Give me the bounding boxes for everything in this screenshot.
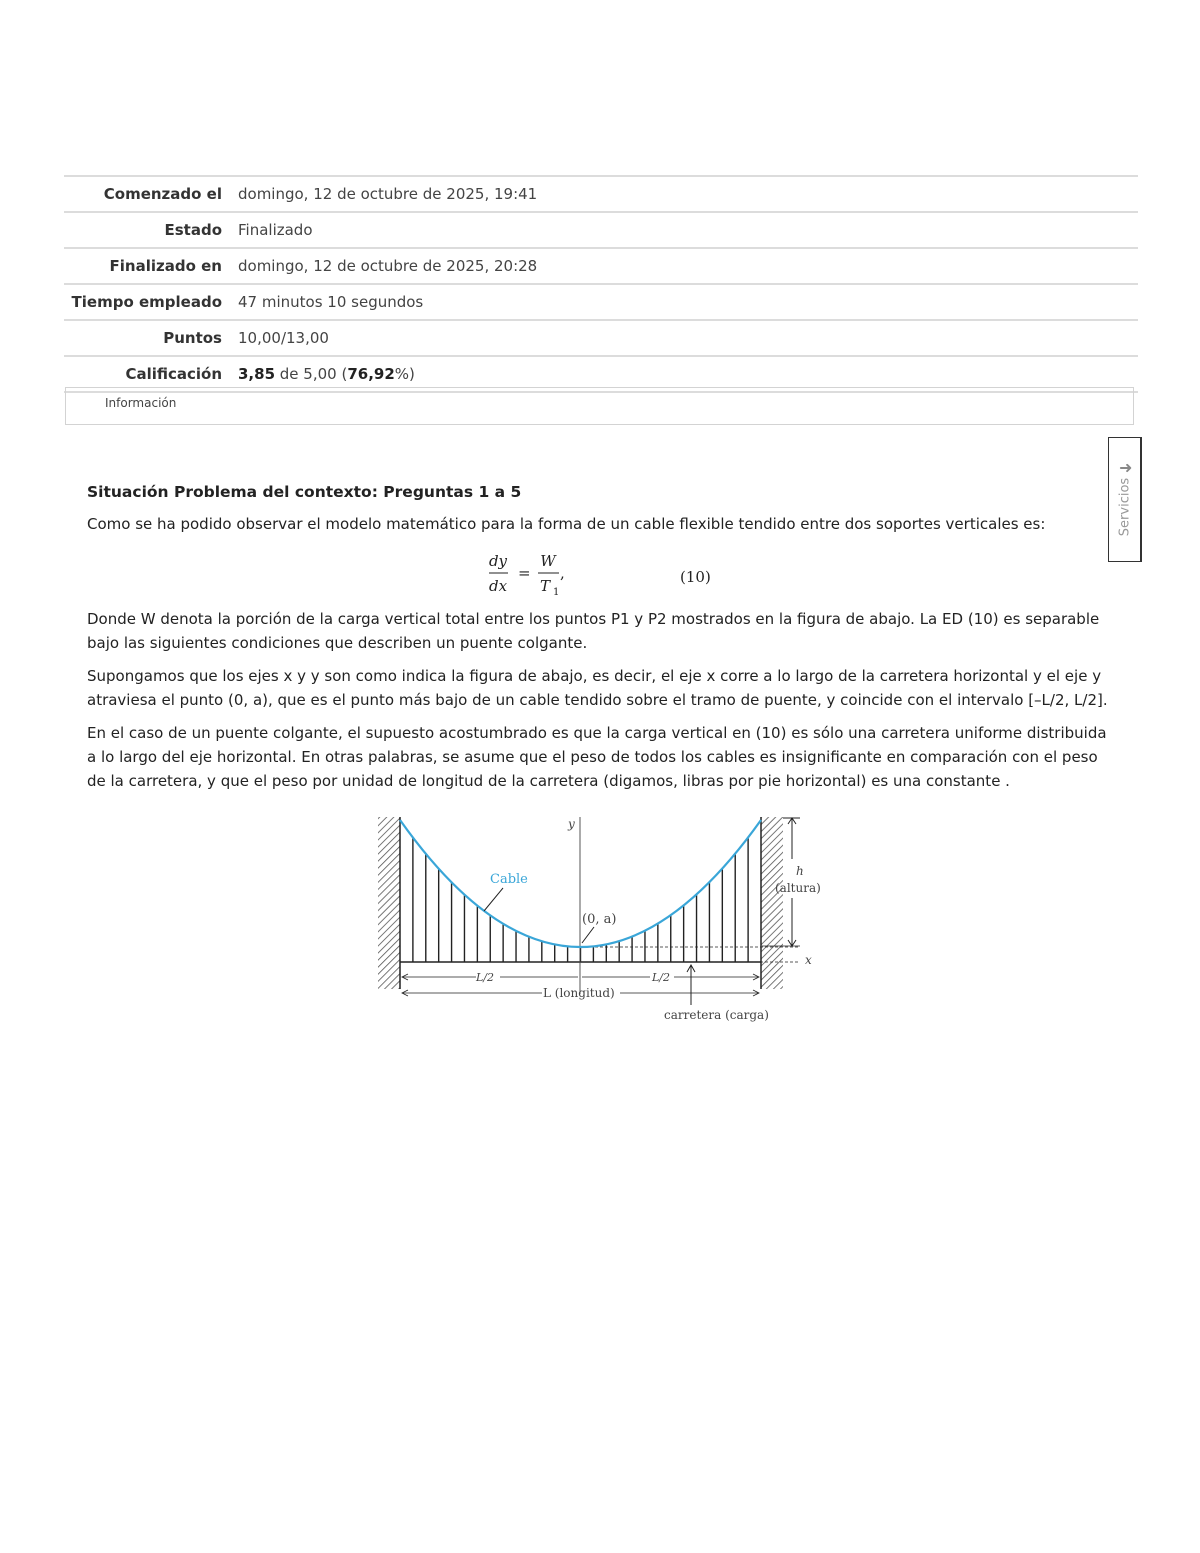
half-left-label: L/2 bbox=[476, 971, 495, 984]
height-h-label: h bbox=[796, 864, 804, 878]
eq-t: T bbox=[539, 577, 551, 595]
x-axis-label: x bbox=[805, 953, 812, 967]
equation-10 bbox=[87, 545, 1112, 601]
summary-label: Finalizado en bbox=[109, 257, 222, 275]
information-label: Información bbox=[105, 396, 177, 410]
paragraph-axes: Supongamos que los ejes x y y son como indica la figura de abajo, es decir, el eje x corre a lo largo de la carretera horizontal y el eje y atraviesa el punto (0, a), que es el punto más bajo de un cable tendido sobre el tramo de puente, y coincide con el intervalo [–L/2, L/2]. bbox=[87, 667, 1108, 709]
paragraph-definition: Donde W denota la porción de la carga vertical total entre los puntos P1 y P2 mostrados en la figura de abajo. La ED (10) es separable bajo las siguientes condiciones que describen un puente colgante. bbox=[87, 610, 1100, 652]
grade-score: 3,85 bbox=[238, 365, 276, 383]
y-axis-label: y bbox=[568, 817, 575, 831]
arrow-right-icon: ➜ bbox=[1119, 458, 1133, 477]
attempt-summary-table bbox=[64, 175, 1138, 393]
summary-value: domingo, 12 de octubre de 2025, 19:41 bbox=[238, 185, 538, 203]
summary-value: 47 minutos 10 segundos bbox=[238, 293, 424, 311]
left-support bbox=[378, 817, 400, 989]
summary-row-points bbox=[64, 320, 1138, 356]
eq-comma: , bbox=[560, 564, 565, 582]
paragraph-intro: Como se ha podido observar el modelo matemático para la forma de un cable flexible tendido entre dos soportes verticales es: bbox=[87, 515, 1046, 533]
summary-label: Tiempo empleado bbox=[71, 293, 222, 311]
cable-label: Cable bbox=[490, 872, 528, 887]
grade-end: %) bbox=[394, 365, 415, 383]
summary-label: Comenzado el bbox=[103, 185, 222, 203]
eq-equals: = bbox=[518, 564, 531, 582]
cable-curve bbox=[400, 820, 761, 947]
half-right-label: L/2 bbox=[652, 971, 671, 984]
summary-row-time bbox=[64, 284, 1138, 320]
eq-w: W bbox=[540, 552, 556, 570]
summary-value: 10,00/13,00 bbox=[238, 329, 329, 347]
summary-row-finished bbox=[64, 248, 1138, 284]
grade-percent: 76,92 bbox=[347, 365, 395, 383]
hangers bbox=[413, 837, 748, 962]
eq-dx: dx bbox=[488, 577, 508, 595]
road-label: carretera (carga) bbox=[664, 1008, 769, 1022]
eq-dy: dy bbox=[488, 552, 508, 570]
summary-value: domingo, 12 de octubre de 2025, 20:28 bbox=[238, 257, 538, 275]
grade-middle: de 5,00 ( bbox=[275, 365, 348, 383]
summary-row-state bbox=[64, 212, 1138, 248]
question-content bbox=[87, 480, 1112, 802]
services-label: Servicios bbox=[1117, 477, 1132, 537]
summary-label: Estado bbox=[164, 221, 222, 239]
summary-row-start bbox=[64, 176, 1138, 212]
vertex-pointer bbox=[582, 927, 594, 943]
height-altura-label: (altura) bbox=[775, 881, 821, 895]
information-box bbox=[65, 387, 1134, 425]
summary-value: Finalizado bbox=[238, 221, 313, 239]
equation-graphic bbox=[87, 545, 1112, 601]
right-support bbox=[761, 817, 783, 989]
question-heading: Situación Problema del contexto: Preguntas 1 a 5 bbox=[87, 483, 522, 501]
eq-number: (10) bbox=[680, 568, 711, 586]
summary-label: Puntos bbox=[163, 329, 222, 347]
length-label: L (longitud) bbox=[543, 986, 615, 1000]
suspension-bridge-figure bbox=[370, 812, 840, 1027]
services-tab[interactable] bbox=[1108, 437, 1142, 562]
cable-pointer bbox=[484, 888, 503, 911]
paragraph-load: En el caso de un puente colgante, el supuesto acostumbrado es que la carga vertical en (10) es sólo una carretera uniforme distribuida a lo largo del eje horizontal. En otras palabras, se asume que el peso de todos los cables es insignificante en comparación con el peso de la carretera, y que el peso por unidad de longitud de la carretera (digamos, libras por pie horizontal) es una constante . bbox=[87, 724, 1107, 790]
vertex-label: (0, a) bbox=[582, 912, 617, 927]
summary-label: Calificación bbox=[125, 365, 222, 383]
eq-subscript: 1 bbox=[553, 587, 560, 598]
